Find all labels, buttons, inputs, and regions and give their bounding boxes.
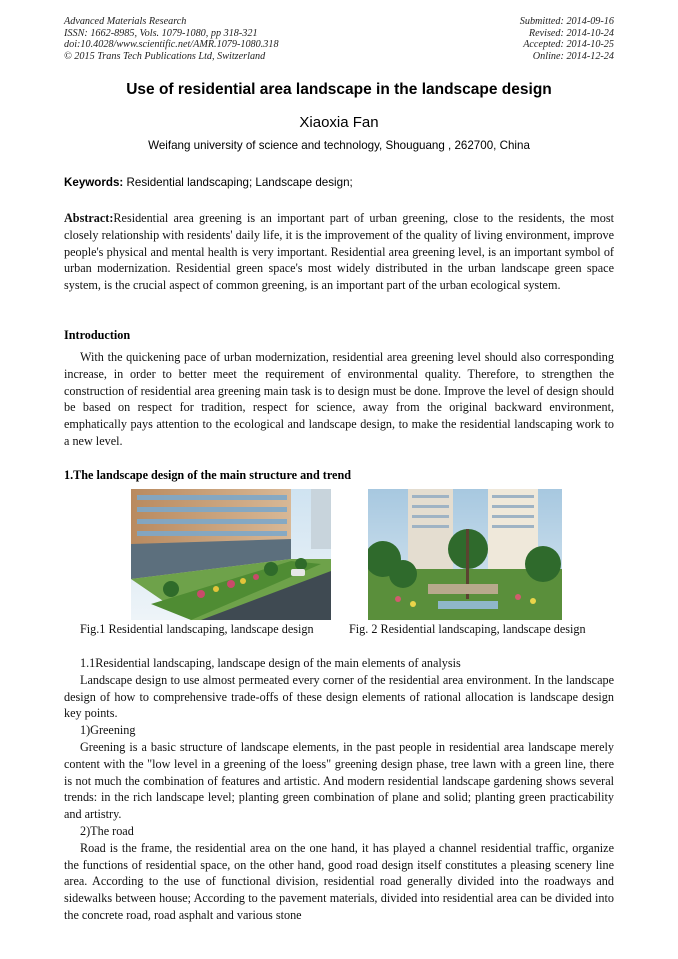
figure-2-image: [368, 489, 562, 620]
paper-title: Use of residential area landscape in the landscape design: [126, 81, 552, 98]
journal-header-right: [520, 16, 614, 62]
doi-line: doi:10.4028/www.scientific.net/AMR.1079-1080.318: [64, 39, 279, 51]
issn-line: ISSN: 1662-8985, Vols. 1079-1080, pp 318-321: [64, 27, 258, 39]
author-name: Xiaoxia Fan: [299, 114, 379, 131]
abstract: [64, 210, 614, 294]
subsection-1-1-heading: 1.1Residential landscaping, landscape design of the main elements of analysis: [80, 656, 461, 670]
figure-1-illustration: [131, 489, 331, 620]
section-1-heading: 1.The landscape design of the main structure and trend: [64, 468, 351, 482]
journal-name: Advanced Materials Research: [64, 16, 187, 27]
submitted-date: Submitted: 2014-09-16: [519, 16, 614, 27]
paragraph-road: Road is the frame, the residential area on the one hand, it has played a channel residential traffic, organize the functions of residential space, on the other hand, good road design itself constitutes a pleasing scenery line area. According to the use of functional division, residential road generally divided into the roadways and sidewalks between house; According to the pavement materials, divided into residential area can be divided into the concrete road, road asphalt and various stone: [64, 840, 614, 922]
figure-2-caption: Fig. 2 Residential landscaping, landscape design: [349, 622, 586, 636]
paragraph-greening: Greening is a basic structure of landscape elements, in the past people in residential area landscape merely content with the "low level in a greening of the loess" greening design phase, tree lawn with a green line, there is not much the combination of features and artistic. And modern residential landscape gardening shows several trends: in the rich landscape level; planting green combination of plane and solid; planting green practicability and artistry.: [64, 739, 614, 822]
figure-2-illustration: [368, 489, 562, 620]
keywords: [64, 176, 614, 189]
online-date: Online: 2014-12-24: [532, 50, 614, 62]
abstract-label: Abstract:: [64, 211, 114, 225]
figure-1-caption: Fig.1 Residential landscaping, landscape design: [80, 622, 314, 636]
abstract-text: Residential area greening is an important part of urban greening, close to the residents, the most closely relationship with residents' daily life, it is the improvement of the quality of living environment, improve people's physical and mental health is very important. Residential area greening level, is an important symbol of urban modernization. Residential green space's most widely distributed in the urban landscape green space system, is the crucial aspect of common greening, is an important part of the urban ecological system.: [64, 211, 614, 293]
accepted-date: Accepted: 2014-10-25: [523, 39, 614, 51]
figure-1-image: [131, 489, 331, 620]
author-affiliation: Weifang university of science and technology, Shouguang , 262700, China: [148, 139, 530, 152]
item-greening-heading: 1)Greening: [80, 723, 136, 738]
keywords-text: Residential landscaping; Landscape design;: [123, 176, 353, 189]
introduction-heading: Introduction: [64, 328, 131, 342]
journal-header-left: [64, 16, 279, 62]
revised-date: Revised: 2014-10-24: [528, 27, 614, 39]
paragraph-landscape-elements: Landscape design to use almost permeated every corner of the residential area environment. In the landscape design of how to comprehensive trade-offs of these design elements of rational allocation is landscape design key points.: [64, 672, 614, 721]
introduction-text: With the quickening pace of urban modernization, residential area greening level should also corresponding increase, in order to better meet the requirement of environmental quality. Therefore, to strengthen the construction of residential area greening main task is to design must be done. Improve the level of design should be based on respect for tradition, respect for science, away from the original backward environment, emphatically pays attention to the ecological and landscape design, to make the residential landscaping work to a new level.: [64, 350, 614, 448]
item-road-heading: 2)The road: [80, 823, 134, 838]
section-1-body: [64, 655, 614, 924]
copyright-line: © 2015 Trans Tech Publications Ltd, Switzerland: [64, 50, 266, 62]
keywords-label: Keywords:: [64, 176, 124, 189]
